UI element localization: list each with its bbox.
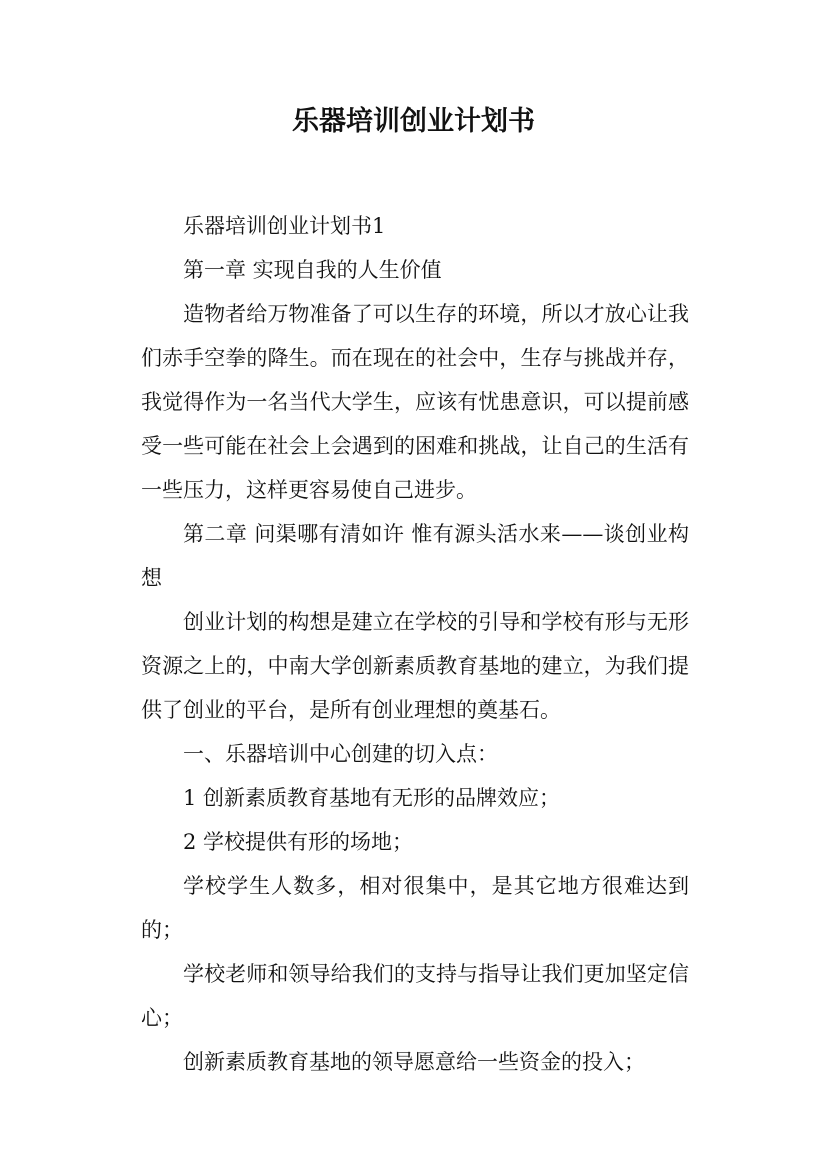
subtitle-paragraph: 乐器培训创业计划书1: [183, 214, 386, 238]
section-heading: 一、乐器培训中心创建的切入点：: [183, 742, 498, 766]
document-body: [141, 204, 689, 1084]
document-title: 乐器培训创业计划书: [292, 106, 535, 137]
list-item: 2 学校提供有形的场地；: [183, 830, 414, 854]
body-paragraph: 创新素质教育基地的领导愿意给一些资金的投入；: [183, 1050, 645, 1074]
body-paragraph: 造物者给万物准备了可以生存的环境，所以才放心让我们赤手空拳的降生。而在现在的社会中，生存与挑战并存，我觉得作为一名当代大学生，应该有忧患意识，可以提前感受一些可能在社会上会遇到的困难和挑战，让自己的生活有一些压力，这样更容易使自己进步。: [141, 302, 689, 502]
chapter-two-heading: 第二章 问渠哪有清如许 惟有源头活水来——谈创业构想: [141, 522, 689, 590]
list-item: 1 创新素质教育基地有无形的品牌效应；: [183, 786, 561, 810]
chapter-one-heading: 第一章 实现自我的人生价值: [183, 258, 442, 282]
body-paragraph: 学校学生人数多，相对很集中，是其它地方很难达到的；: [141, 874, 689, 942]
body-paragraph: 创业计划的构想是建立在学校的引导和学校有形与无形资源之上的，中南大学创新素质教育基地的建立，为我们提供了创业的平台，是所有创业理想的奠基石。: [141, 610, 689, 722]
body-paragraph: 学校老师和领导给我们的支持与指导让我们更加坚定信心；: [141, 962, 689, 1030]
